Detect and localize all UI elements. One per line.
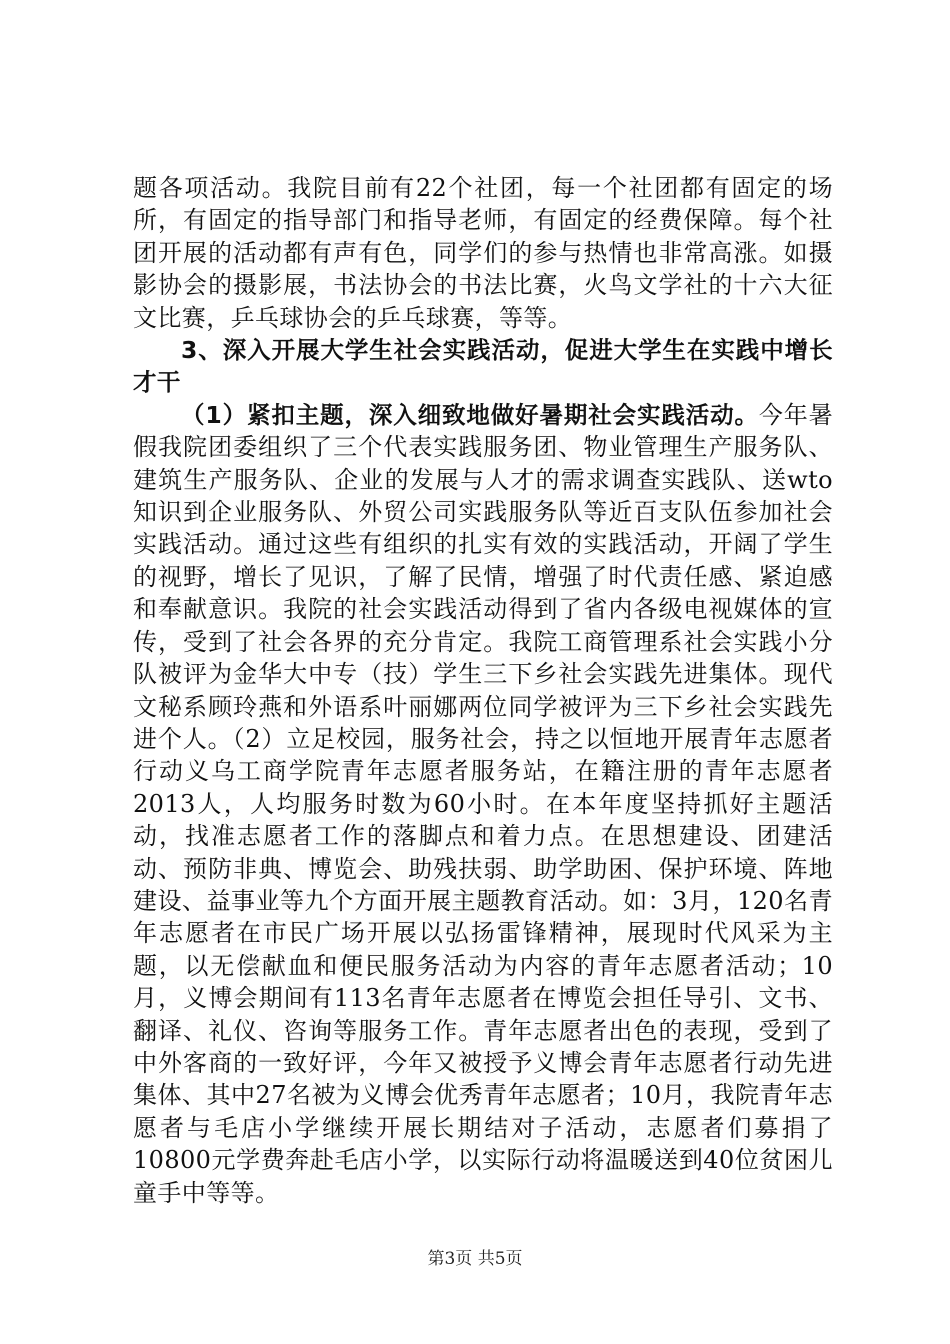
section-heading-3: 3、深入开展大学生社会实践活动，促进大学生在实践中增长才干 xyxy=(133,336,833,397)
paragraph-lead-bold: （1）紧扣主题，深入细致地做好暑期社会实践活动。 xyxy=(181,400,759,429)
paragraph-continuation: 题各项活动。我院目前有22个社团，每一个社团都有固定的场所，有固定的指导部门和指导老师，有固定的经费保障。每个社团开展的活动都有声有色，同学们的参与热情也非常高涨。如摄影协会的摄影展，书法协会的书法比赛，火鸟文学社的十六大征文比赛，乒乓球协会的乒乓球赛，等等。 xyxy=(133,174,833,332)
document-body xyxy=(133,172,833,1209)
page-footer: 第3页 共5页 xyxy=(427,1249,523,1269)
paragraph-body-text: 今年暑假我院团委组织了三个代表实践服务团、物业管理生产服务队、建筑生产服务队、企业的发展与人才的需求调查实践队、送wto知识到企业服务队、外贸公司实践服务队等近百支队伍参加社会实践活动。通过这些有组织的扎实有效的实践活动，开阔了学生的视野，增长了见识，了解了民情，增强了时代责任感、紧迫感和奉献意识。我院的社会实践活动得到了省内各级电视媒体的宣传，受到了社会各界的充分肯定。我院工商管理系社会实践小分队被评为金华大中专（技）学生三下乡社会实践先进集体。现代文秘系顾玲燕和外语系叶丽娜两位同学被评为三下乡社会实践先进个人。（2）立足校园，服务社会，持之以恒地开展青年志愿者行动义乌工商学院青年志愿者服务站，在籍注册的青年志愿者2013人，人均服务时数为60小时。在本年度坚持抓好主题活动，找准志愿者工作的落脚点和着力点。在思想建设、团建活动、预防非典、博览会、助残扶弱、助学助困、保护环境、阵地建设、益事业等九个方面开展主题教育活动。如：3月，120名青年志愿者在市民广场开展以弘扬雷锋精神，展现时代风采为主题，以无偿献血和便民服务活动为内容的青年志愿者活动；10月，义博会期间有113名青年志愿者在博览会担任导引、文书、翻译、礼仪、咨询等服务工作。青年志愿者出色的表现，受到了中外客商的一致好评，今年又被授予义博会青年志愿者行动先进集体、其中27名被为义博会优秀青年志愿者；10月，我院青年志愿者与毛店小学继续开展长期结对子活动，志愿者们募捐了10800元学费奔赴毛店小学，以实际行动将温暖送到40位贫困儿童手中等等。 xyxy=(133,400,834,1207)
paragraph-social-practice xyxy=(133,399,833,1209)
